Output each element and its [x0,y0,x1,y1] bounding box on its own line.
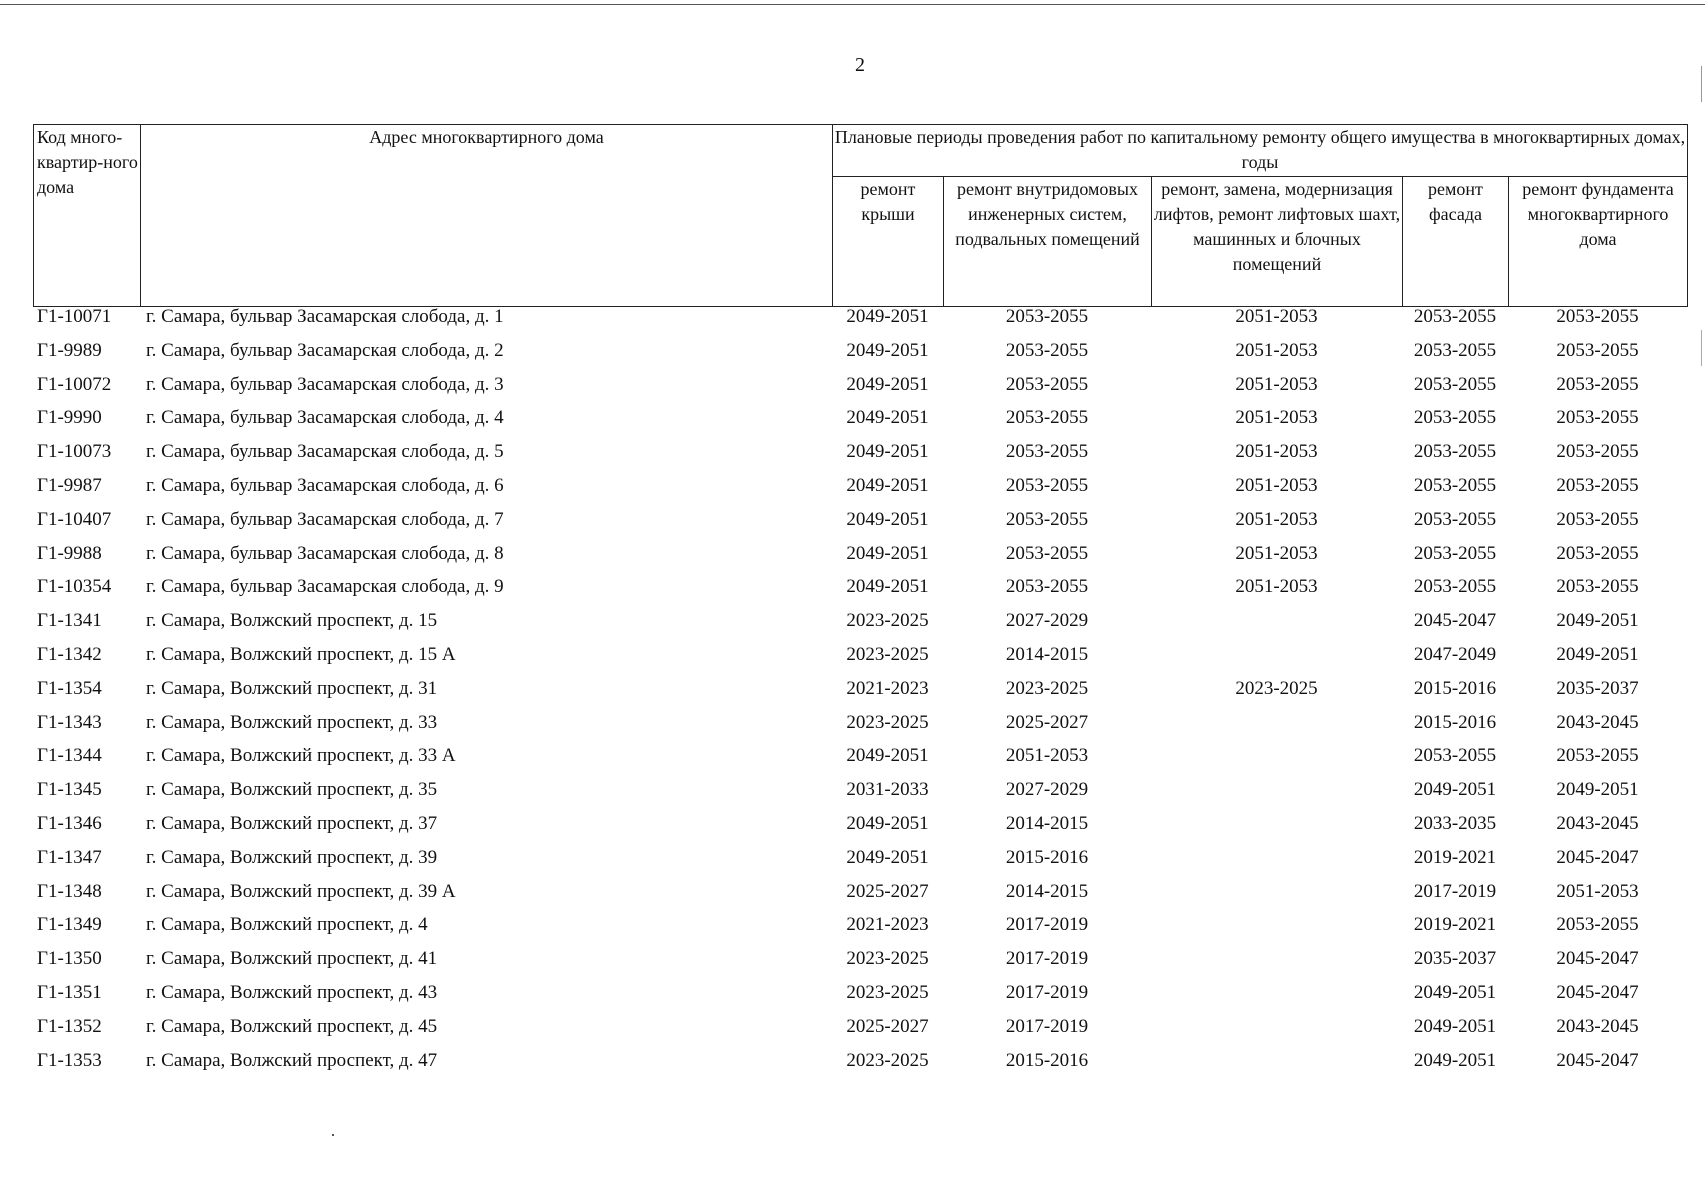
cell-code: Г1-1354 [37,677,102,699]
table-row [33,407,1687,441]
cell-code: Г1-1347 [37,846,102,868]
cell-roof: 2049-2051 [846,745,929,767]
cell-address: г. Самара, Волжский проспект, д. 37 [146,812,438,834]
cell-elevator [1151,847,1402,881]
table-row [33,543,1687,577]
cell-facade: 2019-2021 [1413,914,1497,936]
cell-facade: 2049-2051 [1413,1015,1497,1037]
cell-elevator [1151,1016,1402,1050]
cell-engineering: 2014-2015 [1005,880,1089,902]
cell-engineering: 2023-2025 [1005,677,1089,699]
cell-facade: 2015-2016 [1413,711,1497,733]
cell-engineering: 2014-2015 [1005,812,1089,834]
cell-foundation: 2035-2037 [1556,677,1639,699]
cell-roof: 2049-2051 [846,576,929,598]
cell-facade: 2049-2051 [1413,779,1497,801]
cell-elevator: 2023-2025 [1235,677,1318,699]
cell-engineering: 2053-2055 [1005,339,1089,361]
cell-code: Г1-1341 [37,610,102,632]
scan-dot [1701,330,1702,366]
cell-foundation: 2053-2055 [1556,914,1639,936]
cell-engineering: 2025-2027 [1005,711,1089,733]
table-row [33,576,1687,610]
cell-elevator: 2051-2053 [1235,373,1318,395]
table-row [33,1016,1687,1050]
cell-code: Г1-10354 [37,576,112,598]
cell-foundation: 2049-2051 [1556,643,1639,665]
cell-roof: 2023-2025 [846,711,929,733]
header-periods: Плановые периоды проведения работ по капитальному ремонту общего имущества в многоквартирных домах, годы [833,125,1688,177]
cell-code: Г1-9988 [37,542,102,564]
cell-facade: 2015-2016 [1413,677,1497,699]
cell-code: Г1-9989 [37,339,102,361]
cell-code: Г1-1342 [37,643,102,665]
table-row [33,948,1687,982]
cell-engineering: 2053-2055 [1005,542,1089,564]
table-row [33,745,1687,779]
cell-engineering: 2017-2019 [1005,1015,1089,1037]
table-row [33,441,1687,475]
cell-engineering: 2027-2029 [1005,779,1089,801]
cell-roof: 2049-2051 [846,373,929,395]
cell-engineering: 2053-2055 [1005,373,1089,395]
cell-roof: 2021-2023 [846,914,929,936]
cell-foundation: 2053-2055 [1556,576,1639,598]
scan-dot [332,1134,334,1136]
cell-roof: 2049-2051 [846,846,929,868]
cell-elevator: 2051-2053 [1235,474,1318,496]
cell-elevator [1151,982,1402,1016]
cell-elevator [1151,813,1402,847]
cell-roof: 2021-2023 [846,677,929,699]
cell-roof: 2023-2025 [846,610,929,632]
cell-engineering: 2017-2019 [1005,948,1089,970]
table-row [33,509,1687,543]
cell-address: г. Самара, бульвар Засамарская слобода, д. 5 [146,441,504,463]
cell-roof: 2031-2033 [846,779,929,801]
cell-facade: 2035-2037 [1413,948,1497,970]
cell-facade: 2049-2051 [1413,1049,1497,1071]
cell-code: Г1-1346 [37,812,102,834]
cell-foundation: 2053-2055 [1556,441,1639,463]
cell-facade: 2053-2055 [1413,306,1497,327]
table-row [33,374,1687,408]
cell-foundation: 2053-2055 [1556,339,1639,361]
cell-elevator: 2051-2053 [1235,339,1318,361]
table-row [33,340,1687,374]
cell-foundation: 2045-2047 [1556,1049,1639,1071]
cell-facade: 2019-2021 [1413,846,1497,868]
cell-address: г. Самара, Волжский проспект, д. 15 [146,610,438,632]
cell-address: г. Самара, бульвар Засамарская слобода, д. 6 [146,474,504,496]
cell-foundation: 2053-2055 [1556,745,1639,767]
cell-code: Г1-1349 [37,914,102,936]
cell-engineering: 2015-2016 [1005,846,1089,868]
table-header [33,124,1688,307]
cell-facade: 2017-2019 [1413,880,1497,902]
cell-roof: 2023-2025 [846,981,929,1003]
cell-elevator [1151,745,1402,779]
cell-facade: 2053-2055 [1413,542,1497,564]
cell-facade: 2053-2055 [1413,474,1497,496]
cell-facade: 2053-2055 [1413,407,1497,429]
table-row [33,712,1687,746]
cell-foundation: 2049-2051 [1556,610,1639,632]
cell-address: г. Самара, Волжский проспект, д. 47 [146,1049,438,1071]
cell-roof: 2023-2025 [846,1049,929,1071]
cell-roof: 2049-2051 [846,542,929,564]
page-number: 2 [855,54,865,76]
cell-foundation: 2053-2055 [1556,474,1639,496]
cell-roof: 2023-2025 [846,948,929,970]
cell-address: г. Самара, Волжский проспект, д. 45 [146,1015,438,1037]
cell-facade: 2053-2055 [1413,373,1497,395]
cell-facade: 2049-2051 [1413,981,1497,1003]
cell-foundation: 2053-2055 [1556,373,1639,395]
scan-edge-line [0,4,1705,5]
cell-engineering: 2053-2055 [1005,474,1089,496]
cell-code: Г1-1344 [37,745,102,767]
cell-code: Г1-9987 [37,474,102,496]
cell-facade: 2053-2055 [1413,745,1497,767]
cell-address: г. Самара, бульвар Засамарская слобода, д. 3 [146,373,504,395]
cell-address: г. Самара, бульвар Засамарская слобода, д. 9 [146,576,504,598]
cell-foundation: 2045-2047 [1556,948,1639,970]
table-row [33,610,1687,644]
cell-engineering: 2053-2055 [1005,306,1089,327]
cell-elevator: 2051-2053 [1235,576,1318,598]
cell-address: г. Самара, Волжский проспект, д. 15 А [146,643,456,665]
cell-roof: 2049-2051 [846,812,929,834]
cell-elevator [1151,610,1402,644]
cell-address: г. Самара, Волжский проспект, д. 33 А [146,745,456,767]
cell-roof: 2049-2051 [846,407,929,429]
cell-address: г. Самара, Волжский проспект, д. 39 А [146,880,456,902]
cell-address: г. Самара, Волжский проспект, д. 4 [146,914,428,936]
cell-engineering: 2015-2016 [1005,1049,1089,1071]
cell-address: г. Самара, Волжский проспект, д. 39 [146,846,438,868]
cell-engineering: 2053-2055 [1005,441,1089,463]
cell-engineering: 2053-2055 [1005,407,1089,429]
cell-address: г. Самара, Волжский проспект, д. 43 [146,981,438,1003]
header-roof: ремонт крыши [833,177,944,307]
cell-roof: 2049-2051 [846,441,929,463]
cell-code: Г1-10072 [37,373,112,395]
cell-roof: 2023-2025 [846,643,929,665]
cell-roof: 2049-2051 [846,306,929,327]
cell-code: Г1-1350 [37,948,102,970]
header-code: Код много-квартир-ного дома [34,125,141,307]
cell-foundation: 2051-2053 [1556,880,1639,902]
cell-foundation: 2043-2045 [1556,812,1639,834]
cell-engineering: 2053-2055 [1005,576,1089,598]
cell-address: г. Самара, бульвар Засамарская слобода, д. 2 [146,339,504,361]
cell-address: г. Самара, бульвар Засамарская слобода, д. 8 [146,542,504,564]
cell-foundation: 2053-2055 [1556,508,1639,530]
cell-elevator [1151,1050,1402,1084]
table-row [33,475,1687,509]
cell-roof: 2049-2051 [846,339,929,361]
cell-elevator: 2051-2053 [1235,306,1318,327]
cell-foundation: 2045-2047 [1556,981,1639,1003]
cell-facade: 2047-2049 [1413,643,1497,665]
cell-engineering: 2053-2055 [1005,508,1089,530]
cell-elevator [1151,948,1402,982]
cell-foundation: 2043-2045 [1556,1015,1639,1037]
table-row [33,847,1687,881]
cell-facade: 2053-2055 [1413,576,1497,598]
cell-address: г. Самара, Волжский проспект, д. 41 [146,948,438,970]
cell-roof: 2049-2051 [846,508,929,530]
cell-elevator [1151,914,1402,948]
table-row [33,306,1687,340]
cell-elevator [1151,644,1402,678]
cell-facade: 2045-2047 [1413,610,1497,632]
header-foundation: ремонт фундамента многоквартирного дома [1509,177,1688,307]
cell-address: г. Самара, бульвар Засамарская слобода, д. 4 [146,407,504,429]
cell-address: г. Самара, Волжский проспект, д. 35 [146,779,438,801]
cell-roof: 2025-2027 [846,880,929,902]
cell-code: Г1-1348 [37,880,102,902]
cell-address: г. Самара, бульвар Засамарская слобода, д. 1 [146,306,504,327]
header-facade: ремонт фасада [1403,177,1509,307]
cell-facade: 2033-2035 [1413,812,1497,834]
cell-code: Г1-1345 [37,779,102,801]
header-elevator: ремонт, замена, модернизация лифтов, ремонт лифтовых шахт, машинных и блочных помещений [1152,177,1403,307]
cell-foundation: 2053-2055 [1556,306,1639,327]
cell-code: Г1-1351 [37,981,102,1003]
cell-code: Г1-9990 [37,407,102,429]
header-address: Адрес многоквартирного дома [141,125,833,307]
cell-foundation: 2049-2051 [1556,779,1639,801]
cell-engineering: 2017-2019 [1005,914,1089,936]
cell-foundation: 2053-2055 [1556,542,1639,564]
table-row [33,1050,1687,1084]
cell-elevator [1151,881,1402,915]
table-row [33,779,1687,813]
table-row [33,881,1687,915]
cell-roof: 2025-2027 [846,1015,929,1037]
cell-engineering: 2027-2029 [1005,610,1089,632]
cell-engineering: 2014-2015 [1005,643,1089,665]
cell-elevator: 2051-2053 [1235,508,1318,530]
cell-roof: 2049-2051 [846,474,929,496]
cell-foundation: 2043-2045 [1556,711,1639,733]
cell-code: Г1-10073 [37,441,112,463]
cell-elevator: 2051-2053 [1235,441,1318,463]
cell-address: г. Самара, Волжский проспект, д. 33 [146,711,438,733]
cell-foundation: 2045-2047 [1556,846,1639,868]
cell-elevator [1151,779,1402,813]
cell-code: Г1-10407 [37,508,112,530]
table-body [33,306,1687,1083]
cell-facade: 2053-2055 [1413,508,1497,530]
cell-facade: 2053-2055 [1413,441,1497,463]
cell-foundation: 2053-2055 [1556,407,1639,429]
cell-address: г. Самара, бульвар Засамарская слобода, д. 7 [146,508,504,530]
scan-dot [1701,66,1702,102]
cell-code: Г1-1352 [37,1015,102,1037]
cell-engineering: 2017-2019 [1005,981,1089,1003]
table-row [33,914,1687,948]
table-row [33,678,1687,712]
table-row [33,813,1687,847]
table-row [33,982,1687,1016]
data-table [33,306,1687,1083]
cell-address: г. Самара, Волжский проспект, д. 31 [146,677,438,699]
cell-code: Г1-1343 [37,711,102,733]
table-row [33,644,1687,678]
cell-code: Г1-10071 [37,306,112,327]
cell-code: Г1-1353 [37,1049,102,1071]
header-engineering: ремонт внутридомовых инженерных систем, подвальных помещений [944,177,1152,307]
cell-engineering: 2051-2053 [1005,745,1089,767]
cell-facade: 2053-2055 [1413,339,1497,361]
cell-elevator: 2051-2053 [1235,542,1318,564]
cell-elevator [1151,712,1402,746]
cell-elevator: 2051-2053 [1235,407,1318,429]
